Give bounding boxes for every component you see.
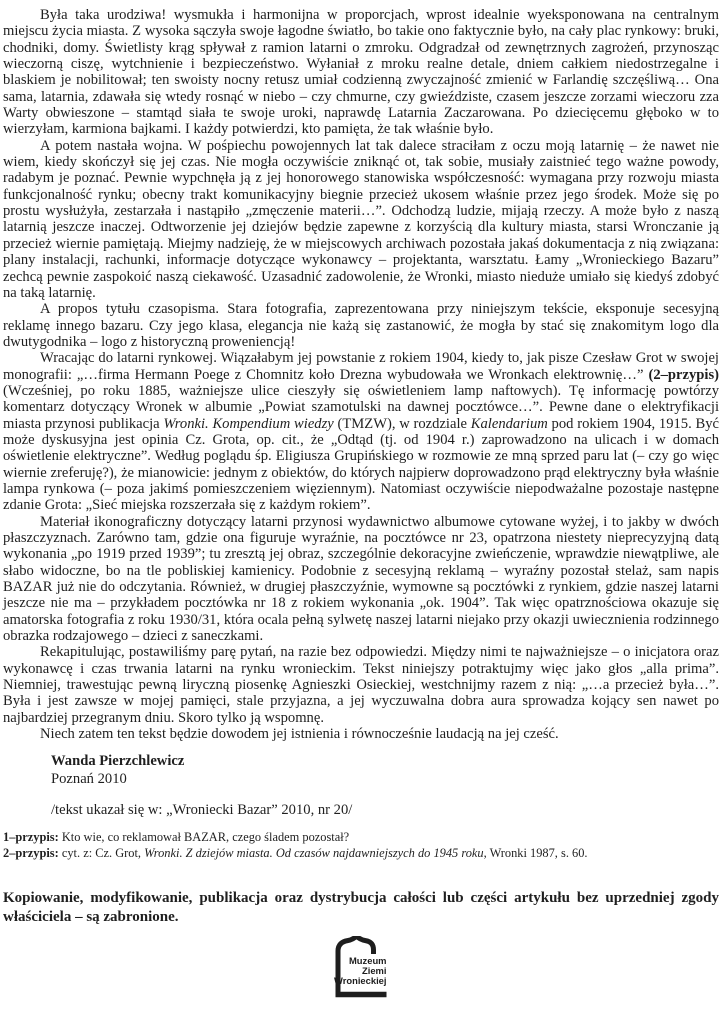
text-run: A potem nastała wojna. W pośpiechu powojennych lat tak dalece straciłam z oczu moją latarnię – że nawet nie wiem, kiedy skończył się jej czas. Nie mogła oczywiście zniknąć ot, tak sobie, musiały zaistnieć tego ważne powody, radabym je poznać. Pewnie wypchnęła ją z jej honorowego stanowiska współczesność: wymagana przy rozwoju miasta funkcjonalność rynku; obecny trakt komunikacyjny biegnie przecież ukosem właśnie przez jego środek. Może się po prostu wysłużyła, zestarzała i nastąpiło „zmęczenie materii…”. Odchodzą ludzie, mijają rzeczy. A może było z naszą latarnią jeszcze inaczej. Odtworzenie jej dziejów będzie zapewne z korzyścią dla kultury miasta, starsi Wronczanie ją przecież wiernie pamiętają. Miejmy nadzieję, że w miejscowych archiwach pozostała jakaś dokumentacja z nią związana: plany instalacji, rachunki, informacje dotyczące wykonawcy – projektanta, warsztatu. Łamy „Wronieckiego Bazaru” zechcą pewnie zaspokoić naszą ciekawość. Uzasadnić zadowolenie, że Wronki, miasto nieduże umiało się kiedyś zdobyć na taką latarnię. — [3, 137, 719, 301]
text-run: Wronki. Z dziejów miasta. Od czasów najdawniejszych do 1945 roku — [144, 846, 484, 861]
text-run: (2–przypis) — [648, 366, 719, 383]
article-body — [3, 7, 719, 742]
logo-text-line-1: Muzeum — [349, 954, 387, 966]
publication-note: /tekst ukazał się w: „Wroniecki Bazar” 2010, nr 20/ — [51, 802, 353, 819]
article-paragraph — [3, 644, 719, 726]
text-run: (TMZW), w rozdziale — [333, 415, 471, 432]
text-run: Kto wie, co reklamował BAZAR, czego śladem pozostał? — [58, 830, 350, 845]
author-place-year: Poznań 2010 — [51, 771, 127, 788]
text-run: 2–przypis: — [3, 846, 59, 861]
text-run: Wronki. Kompendium wiedzy — [163, 415, 334, 432]
logo-text-line-3: Wronieckiej — [334, 974, 387, 986]
text-run: Była taka urodziwa! wysmukła i harmonijna w proporcjach, wprost idealnie wyeksponowana na centralnym miejscu życia miasta. Z wysoka sączyła swoje łagodne światło, bo takie ono faktycznie było, na cały plac rynkowy: bruki, chodniki, domy. Świetlisty krąg spływał z ramion latarni o zmroku. Odgradzał od zewnętrznych zagrożeń, przynosząc wieczorną ciszę, wytchnienie i bezpieczeństwo. Wyłaniał z mroku realne detale, dniem całkiem niedostrzegalne i blaskiem je nobilitował; ten swoisty nocny retusz umiał codzienną zwyczajność zmienić w Farlandię szczęśliwą… Ona sama, latarnia, zdawała się wtedy rosnąć w niebo – czy chmurne, czy gwieździste, czasem jeszcze zorzami wieczoru zza Warty obwieszone – stamtąd siała te swoje uroki, naprawdę Latarnia Zaczarowana. Po dziecięcemu głęboko w to wierzyłam, karmiona bajkami. I każdy potwierdzi, kto pamięta, że tak właśnie było. — [3, 7, 719, 138]
article-paragraph — [3, 301, 719, 350]
muzeum-ziemi-wronieckiej-logo-icon — [333, 936, 389, 1002]
article-paragraph — [3, 350, 719, 513]
text-run: Materiał ikonograficzny dotyczący latarni przynosi wydawnictwo albumowe cytowane wyżej, i to jakby w dwóch płaszczyznach. Zarówno tam, gdzie ona figuruje wyraźnie, na pocztówce nr 23, opatrzona niestety nieprecyzyjną datą wykonania „po 1919 przed 1939”; tu zresztą jej obraz, szczególnie dekoracyjne zwieńczenie, wprawdzie niewątpliwe, ale słabo widoczne, bo na tle pobliskiej kamienicy. Podobnie z secesyjną reklamą – wyraźny pozostał stelaż, sam napis BAZAR już nie do odczytania. Również, w drugiej płaszczyźnie, wymowne są pocztówki z rynkiem, gdzie naszej latarni jeszcze nie ma – przykładem pocztówka nr 18 z rokiem wykonania „ok. 1904”. Tak więc opatrznościowa okazuje się amatorska fotografia z roku 1930/31, która ocala pełną sylwetę naszej latarni niejako przy okazji uwiecznienia rodzinnego obrazka rodzajowego – dzieci z saneczkami. — [3, 513, 719, 645]
footnote — [3, 830, 719, 846]
logo-container — [3, 936, 719, 1002]
author-name: Wanda Pierzchlewicz — [51, 753, 185, 770]
article-paragraph — [3, 726, 719, 742]
article-paragraph — [3, 138, 719, 301]
text-run: 1–przypis: — [3, 830, 59, 845]
text-run: A propos tytułu czasopisma. Stara fotografia, zaprezentowana przy niniejszym tekście, eksponuje secesyjną reklamę innego bazaru. Czy jego klasa, elegancja nie każą się zastanowić, że mogła by stać się znakomitym logo dla dwutygodnika – logo z historyczną proweniencją! — [3, 301, 719, 350]
text-run: Rekapitulując, postawiliśmy parę pytań, na razie bez odpowiedzi. Między nimi te najważniejsze – o inicjatora oraz wykonawcę i czas trwania latarni na rynku wronieckim. Tekst niniejszy potraktujmy więc jako głos „alla prima”. Niemniej, trawestując pewną liryczną piosenkę Agnieszki Osieckiej, westchnijmy razem z nią: „…a przecież była…”. Była i jest zawsze w mojej pamięci, stale przyjazna, a jej wyczuwalna dobra aura sprowadza kojący sen nawet po najbardziej przegranym dniu. Skoro tylko ją wspomnę. — [3, 644, 719, 726]
logo-text-line-2: Ziemi — [362, 964, 387, 976]
text-run: cyt. z: Cz. Grot, — [58, 846, 145, 861]
article-paragraph — [3, 514, 719, 645]
text-run: Wracając do latarni rynkowej. Wiązałabym jej powstanie z rokiem 1904, kiedy to, jak pisze Czesław Grot w swojej monografii: „…firma Hermann Poege z Chomnitz koło Drezna wybudowała we Wronkach elektrownię…” — [3, 350, 719, 383]
footnotes — [3, 830, 719, 861]
text-run: pod rokiem 1904, 1915. Być może dyskusyjna jest opinia Cz. Grota, op. cit., że „Odtąd (tj. od 1904 r.) zaprowadzono na ulicach i w domach oświetlenie elektryczne”. Według poglądu śp. Eligiusza Grupińskiego w rozmowie ze mną sprzed paru lat (– czy go więc wiernie zreferuję?), że mianowicie: jednym z obiektów, do których najpierw doprowadzono prąd elektryczny była właśnie lampa rynkowa (– poza jakimś pomieszczeniem więziennym). Natomiast oczywiście niepodważalne pozostaje następne zdanie Grota: „Sieć miejska rozszerzała się z każdym rokiem”. — [3, 415, 719, 514]
article-paragraph — [3, 7, 719, 138]
text-run: , Wronki 1987, s. 60. — [483, 846, 588, 861]
footnote — [3, 846, 719, 862]
text-run: Niech zatem ten tekst będzie dowodem jej istnienia i równocześnie laudacją na jej cześć. — [40, 726, 559, 743]
copyright-notice: Kopiowanie, modyfikowanie, publikacja oraz dystrybucja całości lub części artykułu bez uprzedniej zgody właściciela – są zabronione. — [3, 889, 719, 925]
signature-block — [51, 752, 719, 788]
text-run: (Wcześniej, po roku 1885, ważniejsze ulice cieszyły się oświetleniem lamp naftowych). Tę informację powtórzy komentarz dotyczący Wronek w albumie „Powiat szamotulski na dawnej pocztówce…”. Pewne dane o elektryfikacji miasta przynosi publikacja — [3, 382, 719, 432]
text-run: Kalendarium — [470, 415, 548, 432]
